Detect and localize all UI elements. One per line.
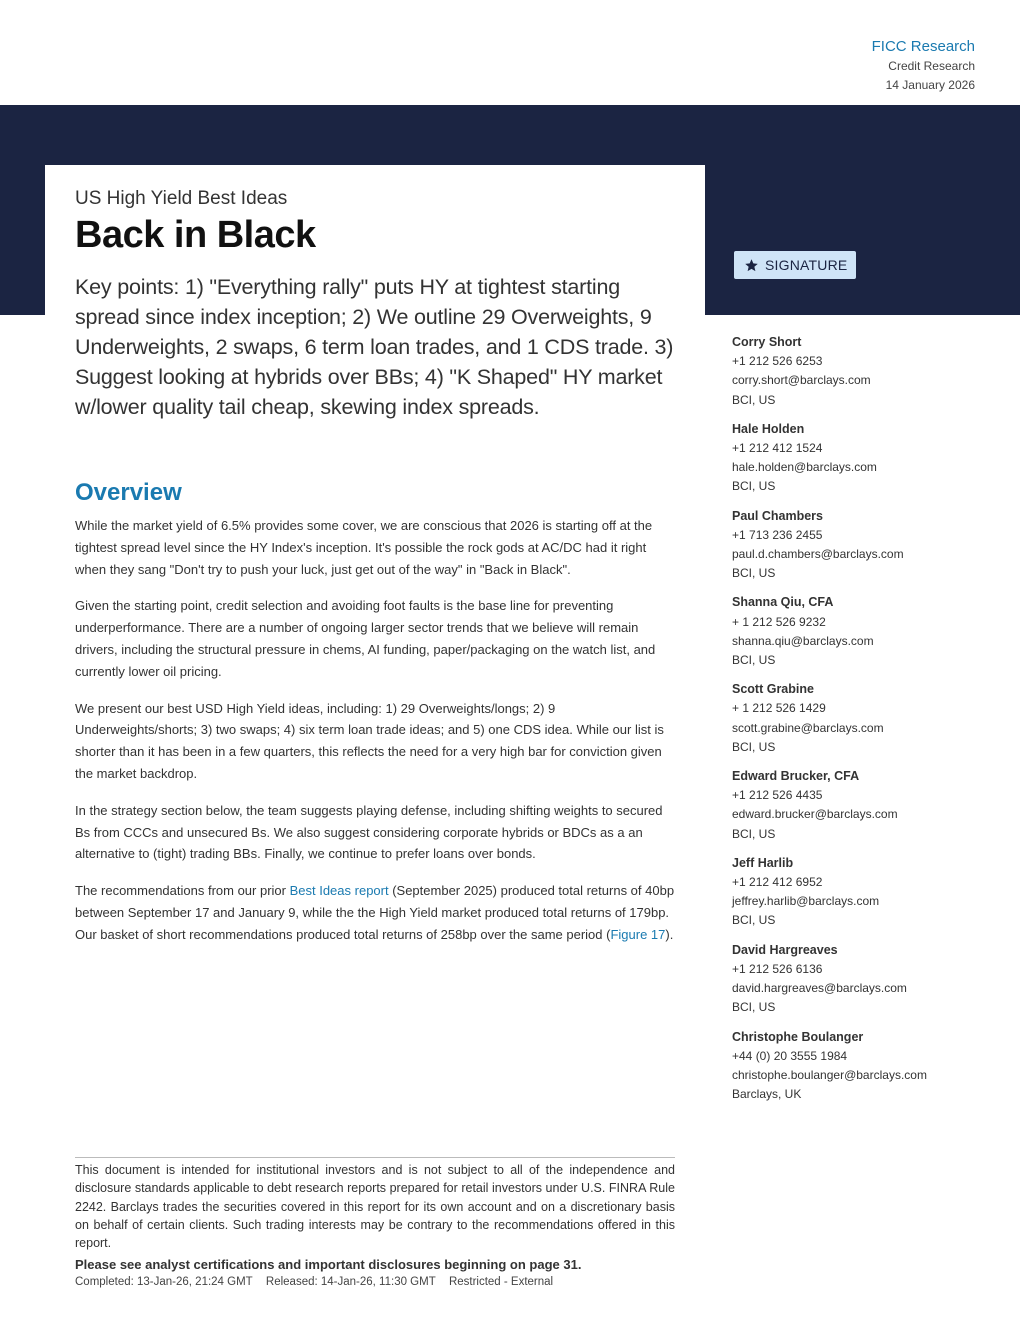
author-email[interactable]: paul.d.chambers@barclays.com: [732, 547, 904, 562]
author-entity: Barclays, UK: [732, 1087, 802, 1102]
author-name: Christophe Boulanger: [732, 1029, 864, 1044]
author-card: [732, 420, 992, 497]
best-ideas-report-link[interactable]: Best Ideas report: [289, 883, 389, 899]
author-name: Scott Grabine: [732, 682, 814, 697]
disclosures-notice: Please see analyst certifications and important disclosures beginning on page 31.: [75, 1257, 582, 1272]
author-phone: +44 (0) 20 3555 1984: [732, 1048, 848, 1063]
figure-17-link[interactable]: Figure 17: [610, 926, 666, 942]
overview-paragraph-3: We present our best USD High Yield ideas, including: 1) 29 Overweights/longs; 2) 9 Underweights/shorts; 3) two swaps; 4) six term loan trade ideas; and 5) one CDS idea. While our list is shorter than it has been in a few quarters, this reflects the need for a very high bar for conviction given the market backdrop.: [75, 700, 664, 781]
author-email[interactable]: shanna.qiu@barclays.com: [732, 633, 874, 648]
author-email[interactable]: edward.brucker@barclays.com: [732, 807, 898, 822]
author-name: Paul Chambers: [732, 508, 824, 523]
author-phone: +1 212 526 6136: [732, 961, 823, 976]
author-phone: +1 212 412 6952: [732, 875, 823, 890]
footer-meta: [75, 1276, 563, 1288]
author-entity: BCI, US: [732, 739, 776, 754]
author-entity: BCI, US: [732, 1000, 776, 1015]
overview-body: [75, 515, 675, 961]
author-list: [732, 333, 992, 1114]
author-phone: +1 212 526 4435: [732, 788, 823, 803]
author-entity: BCI, US: [732, 826, 776, 841]
paragraph-5-text-start: The recommendations from our prior: [75, 883, 290, 899]
author-phone: +1 212 526 6253: [732, 354, 823, 369]
overview-paragraph-4: In the strategy section below, the team suggests playing defense, including shifting weights to secured Bs from CCCs and unsecured Bs. We also suggest considering corporate hybrids or BDCs as a an alternative to (tight) trading BBs. Finally, we continue to prefer loans over bonds.: [75, 802, 663, 862]
paragraph-5-text-end: ).: [665, 926, 674, 942]
paragraph-5-text-middle: (September 2025) produced total returns of 40bp between September 17 and January 9, while the the High Yield market produced total returns of 179bp. Our basket of short recommendations produced total returns of 258bp over the same period (: [75, 883, 675, 942]
author-entity: BCI, US: [732, 566, 776, 581]
author-card: [732, 507, 992, 584]
author-phone: + 1 212 526 1429: [732, 701, 826, 716]
author-email[interactable]: david.hargreaves@barclays.com: [732, 981, 907, 996]
author-card: [732, 680, 992, 757]
report-header: [872, 37, 975, 95]
author-entity: BCI, US: [732, 479, 776, 494]
released-timestamp: Released: 14-Jan-26, 11:30 GMT: [265, 1276, 436, 1288]
disclaimer-text: This document is intended for institutional investors and is not subject to all of the independence and disclosure standards applicable to debt research reports prepared for retail investors under U.S. FINRA Rule 2242. Barclays trades the securities covered in this report for its own account and on a discretionary basis on behalf of certain clients. Such trading interests may be contrary to the recommendations offered in this report.: [75, 1163, 675, 1251]
author-card: [732, 767, 992, 844]
author-card: [732, 941, 992, 1018]
overview-paragraph-1: While the market yield of 6.5% provides some cover, we are conscious that 2026 is starting off at the tightest spread level since the HY Index's inception. It's possible the rock gods at AC/DC had it right when they sang "Don't try to push your luck, just get out of the way" in "Back in Black".: [75, 518, 653, 577]
author-email[interactable]: corry.short@barclays.com: [732, 373, 871, 388]
author-card: [732, 593, 992, 670]
author-name: Hale Holden: [732, 421, 805, 436]
author-card: [732, 854, 992, 931]
author-name: Corry Short: [732, 335, 802, 349]
signature-badge[interactable]: [734, 251, 856, 279]
classification-label: Restricted - External: [448, 1276, 554, 1288]
author-name: Edward Brucker, CFA: [732, 769, 860, 784]
report-series: US High Yield Best Ideas: [75, 188, 288, 209]
author-email[interactable]: hale.holden@barclays.com: [732, 460, 877, 475]
overview-paragraph-5: [75, 880, 675, 945]
research-subsection: Credit Research: [888, 59, 975, 73]
author-email[interactable]: christophe.boulanger@barclays.com: [732, 1067, 927, 1082]
author-email[interactable]: jeffrey.harlib@barclays.com: [732, 894, 880, 909]
footer-divider: [75, 1157, 675, 1158]
overview-paragraph-2: Given the starting point, credit selection and avoiding foot faults is the base line for preventing underperformance. There are a number of ongoing larger sector trends that we believe will remain drivers, including the structural pressure in chems, AI funding, paper/packaging on the watch list, and currently lower oil pricing.: [75, 598, 656, 679]
author-phone: + 1 212 526 9232: [732, 614, 826, 629]
author-phone: +1 212 412 1524: [732, 441, 823, 456]
page-title: Back in Black: [75, 214, 316, 256]
author-name: David Hargreaves: [732, 942, 838, 957]
signature-label: SIGNATURE: [765, 257, 848, 273]
author-name: Shanna Qiu, CFA: [732, 595, 834, 610]
author-entity: BCI, US: [732, 913, 776, 928]
author-phone: +1 713 236 2455: [732, 527, 823, 542]
author-entity: BCI, US: [732, 653, 776, 668]
overview-heading: Overview: [75, 479, 182, 506]
report-date: 14 January 2026: [885, 78, 975, 92]
star-icon: [744, 258, 759, 273]
key-points: Key points: 1) "Everything rally" puts HY at tightest starting spread since index inception; 2) We outline 29 Overweights, 9 Underweights, 2 swaps, 6 term loan trades, and 1 CDS trade. 3) Suggest looking at hybrids over BBs; 4) "K Shaped" HY market w/lower quality tail cheap, skewing index spreads.: [75, 275, 674, 419]
author-email[interactable]: scott.grabine@barclays.com: [732, 720, 884, 735]
research-section: FICC Research: [871, 38, 975, 55]
author-name: Jeff Harlib: [732, 855, 794, 870]
author-card: [732, 1028, 992, 1105]
author-card: [732, 333, 992, 410]
author-entity: BCI, US: [732, 392, 776, 407]
completed-timestamp: Completed: 13-Jan-26, 21:24 GMT: [75, 1276, 253, 1288]
